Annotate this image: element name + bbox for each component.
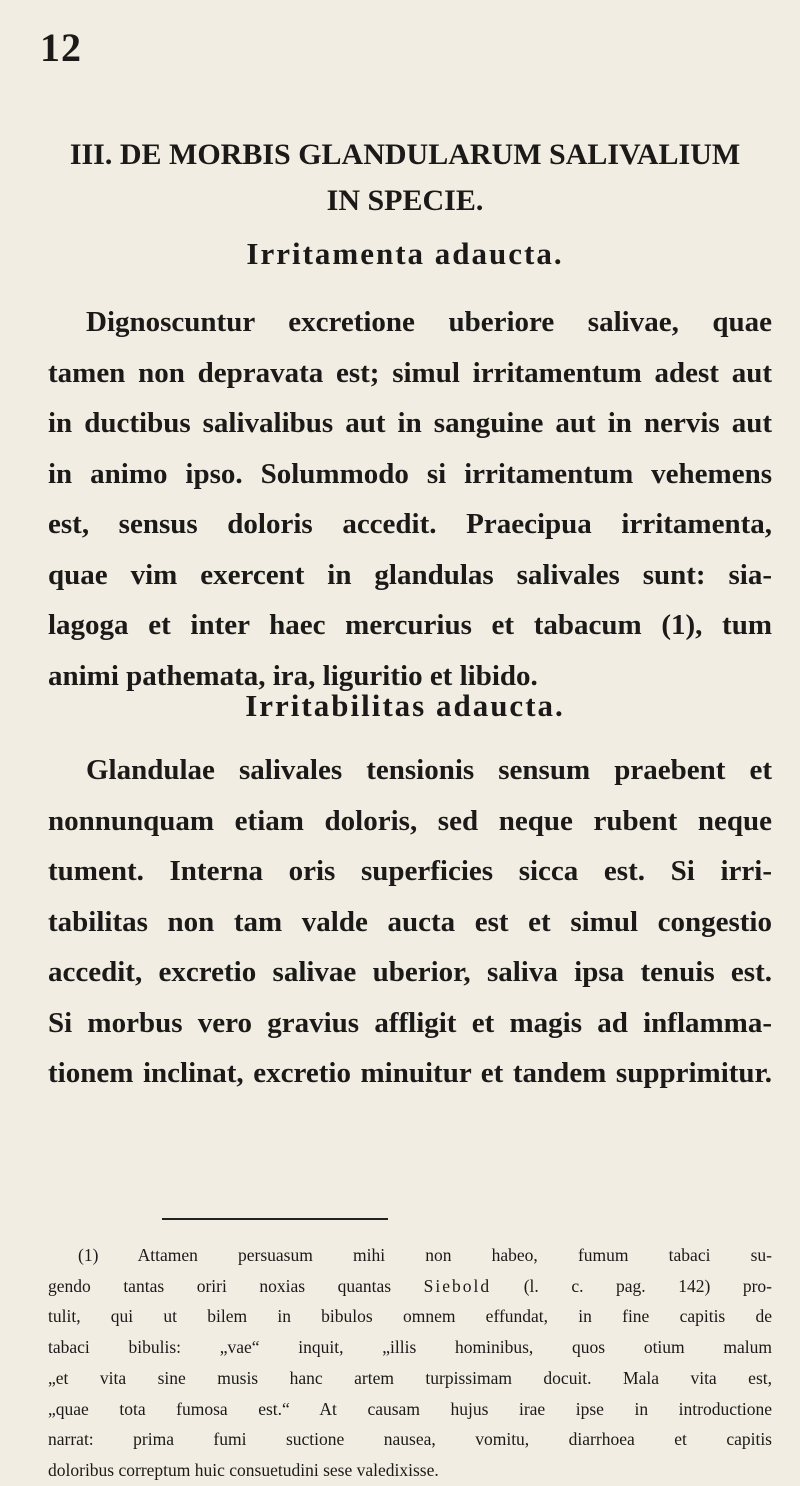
text-line: tamen non depravata est; simul irritamentum adest aut bbox=[48, 356, 772, 389]
section-heading bbox=[40, 132, 770, 224]
text-line: tabilitas non tam valde aucta est et simul congestio bbox=[48, 905, 772, 938]
text-line: est, sensus doloris accedit. Praecipua irritamenta, bbox=[48, 508, 772, 540]
text-line: nonnunquam etiam doloris, sed neque rubent neque bbox=[48, 804, 772, 837]
text-line: tument. Interna oris superficies sicca est. Si irri- bbox=[48, 855, 772, 887]
text-line: lagoga et inter haec mercurius et tabacum (1), tum bbox=[48, 609, 772, 641]
section-heading-line-2: IN SPECIE. bbox=[326, 184, 484, 217]
footnote-line: (1) Attamen persuasum mihi non habeo, fumum tabaci su- bbox=[78, 1245, 772, 1265]
footnote-text: (l. c. pag. 142) pro- bbox=[523, 1275, 773, 1296]
paragraph-irritabilitas bbox=[48, 745, 772, 1099]
footnote-text: gendo tantas oriri noxias quantas bbox=[48, 1275, 392, 1296]
text-line: Glandulae salivales tensionis sensum praebent et bbox=[86, 754, 772, 786]
footnote-line: „quae tota fumosa est.“ At causam hujus irae ipse in introductione bbox=[48, 1398, 772, 1419]
text-line: Dignoscuntur excretione uberiore salivae, quae bbox=[86, 306, 772, 338]
footnote-divider bbox=[162, 1218, 388, 1220]
section-heading-line-1: III. DE MORBIS GLANDULARUM SALIVALIUM bbox=[69, 138, 741, 171]
footnote-line: doloribus correptum huic consuetudini sese valedixisse. bbox=[48, 1459, 439, 1480]
footnote-line: „et vita sine musis hanc artem turpissimam docuit. Mala vita est, bbox=[48, 1367, 772, 1388]
footnote-line bbox=[48, 1271, 772, 1302]
footnote-line: tabaci bibulis: „vae“ inquit, „illis hominibus, quos otium malum bbox=[48, 1337, 772, 1358]
footnote-line: tulit, qui ut bilem in bibulos omnem effundat, in fine capitis de bbox=[48, 1306, 772, 1327]
subheading-irritamenta: Irritamenta adaucta. bbox=[246, 236, 564, 271]
footnote bbox=[48, 1240, 772, 1486]
text-line: in animo ipso. Solummodo si irritamentum vehemens bbox=[48, 457, 772, 490]
text-line: accedit, excretio salivae uberior, saliva ipsa tenuis est. bbox=[48, 956, 772, 988]
text-line: Si morbus vero gravius affligit et magis ad inflamma- bbox=[48, 1006, 772, 1039]
subheading-irritabilitas: Irritabilitas adaucta. bbox=[245, 688, 565, 723]
text-line: tionem inclinat, excretio minuitur et tandem supprimitur. bbox=[48, 1057, 772, 1089]
paragraph-irritamenta bbox=[48, 297, 772, 701]
text-line: quae vim exercent in glandulas salivales sunt: sia- bbox=[48, 558, 772, 591]
text-line: in ductibus salivalibus aut in sanguine aut in nervis aut bbox=[48, 407, 772, 439]
author-name: Siebold bbox=[423, 1275, 492, 1296]
page-number: 12 bbox=[40, 25, 82, 70]
text-line: animi pathemata, ira, liguritio et libido. bbox=[48, 659, 538, 692]
footnote-line: narrat: prima fumi suctione nausea, vomitu, diarrhoea et capitis bbox=[48, 1429, 772, 1450]
